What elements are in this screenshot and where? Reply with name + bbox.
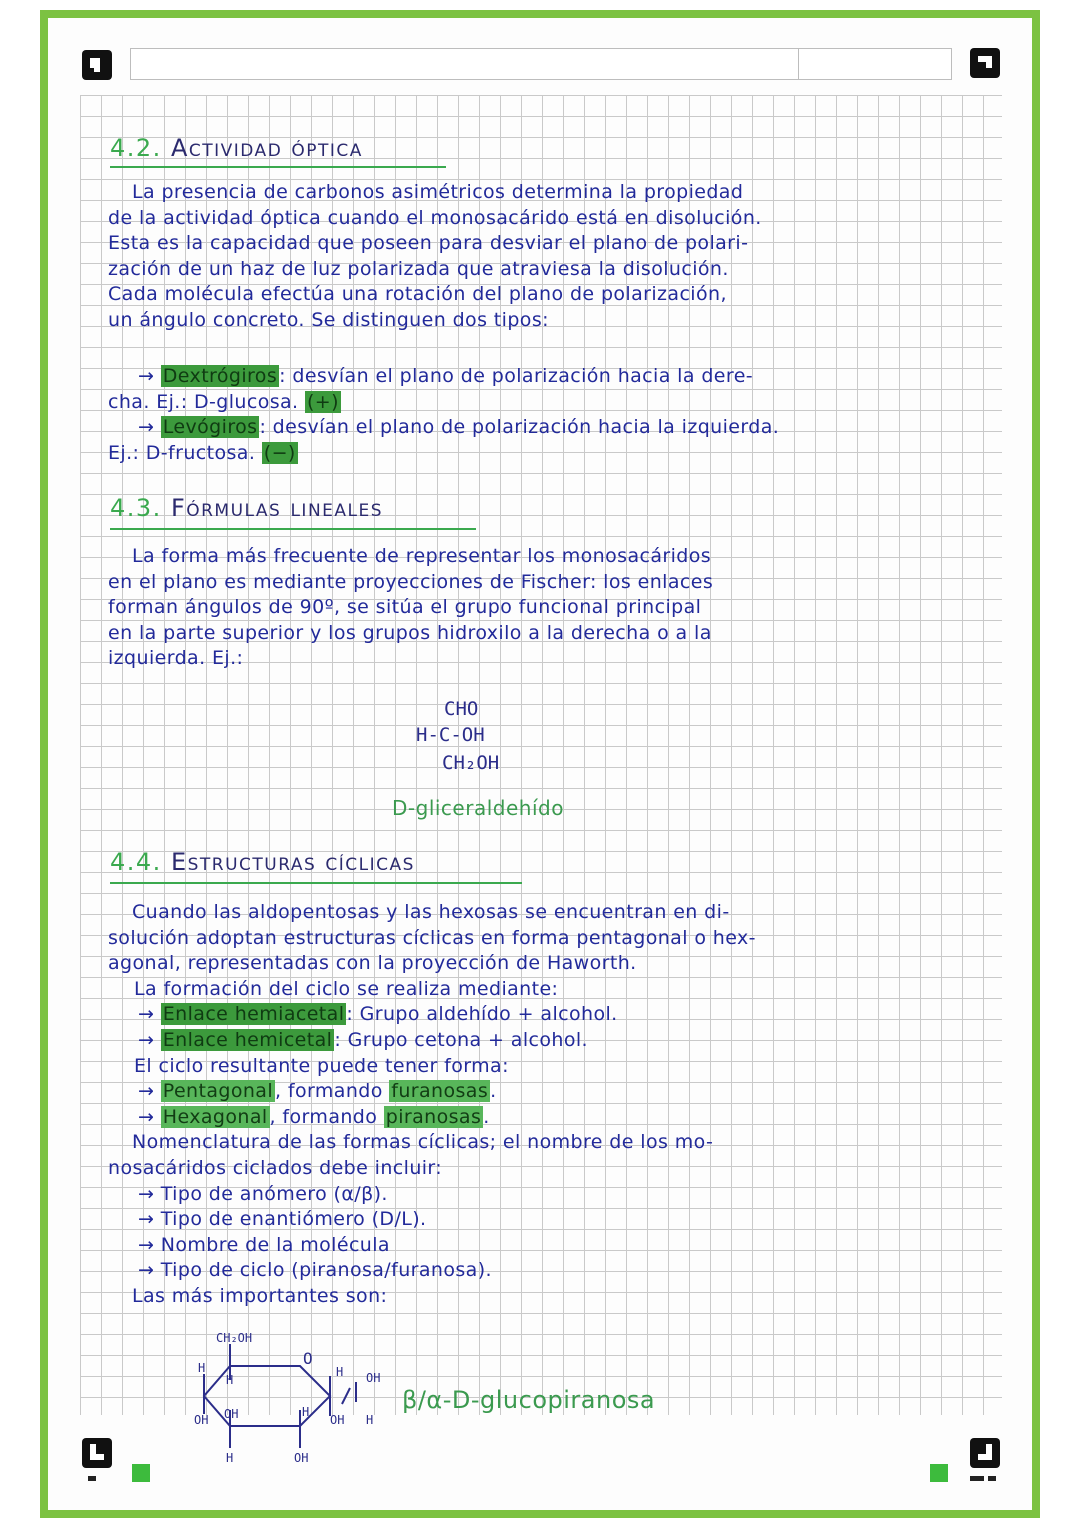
highlight-term: Dextrógiros [162,365,278,387]
list-item: → Pentagonal , formando furanosas . [138,1080,497,1103]
highlight-term: furanosas [391,1080,489,1103]
list-item [108,441,779,467]
linear-paragraph [108,544,713,672]
highlight-term: Enlace hemiacetal [162,1003,345,1026]
heading-underline [110,528,476,530]
oh-label: OH [330,1413,345,1427]
highlight-term: Pentagonal [162,1080,274,1103]
list-text: Tipo de anómero (α/β). [160,1182,388,1205]
list-text: Tipo de enantiómero (D/L). [160,1208,427,1231]
text-line: en el plano es mediante proyecciones de Fischer: los enlaces [108,570,714,593]
fischer-name: D-gliceraldehído [392,796,564,820]
oh-label: OH [294,1451,309,1465]
text-line: agonal, representadas con la proyección de Haworth. [108,952,637,975]
section-heading-linear [110,494,383,522]
sign-badge: (−) [263,441,296,464]
h-label: H [226,1451,234,1465]
cyclic-paragraph [108,900,756,1310]
text-line: La formación del ciclo se realiza mediante: [134,977,559,1000]
text-line: forman ángulos de 90º, se sitúa el grupo funcional principal [108,596,702,619]
corner-marker-icon [82,50,112,80]
list-text: : Grupo aldehído + alcohol. [346,1003,618,1026]
green-square [930,1464,948,1482]
list-item: → Dextrógiros : desvían el plano de polarización hacia la dere- [138,365,754,387]
section-number: 4.3. [110,494,162,522]
corner-marker-icon [82,1438,112,1468]
text-line: El ciclo resultante puede tener forma: [134,1054,509,1077]
text-line: nosacáridos ciclados debe incluir: [108,1156,443,1179]
list-text: Nombre de la molécula [160,1233,390,1256]
list-item: → Tipo de ciclo (piranosa/furanosa). [138,1259,492,1282]
list-text: : desvían el plano de polarización hacia la dere- [279,365,754,387]
list-item: → Enlace hemicetal : Grupo cetona + alcohol. [138,1028,588,1051]
header-box [130,48,952,80]
fischer-middle: H-C-OH [416,724,485,746]
list-text: Tipo de ciclo (piranosa/furanosa). [160,1259,492,1282]
list-text: , formando [269,1105,378,1128]
list-item: → Enlace hemiacetal : Grupo aldehído + alcohol. [138,1003,618,1026]
highlight-term: Enlace hemicetal [162,1028,333,1051]
fischer-top: CHO [444,698,479,720]
list-item: → Nombre de la molécula [138,1233,390,1256]
section-title: Estructuras cíclicas [170,848,415,876]
section-title: Actividad óptica [170,134,363,162]
h-label: H [302,1405,310,1419]
optical-types [108,364,779,466]
h-label: H [198,1361,206,1375]
text-line: La forma más frecuente de representar los monosacáridos [132,545,712,567]
list-text: : Grupo cetona + alcohol. [334,1028,588,1051]
optical-paragraph [108,180,762,334]
section-number: 4.4. [110,848,162,876]
highlight-term: Levógiros [162,416,258,439]
section-number: 4.2. [110,134,162,162]
list-text: , formando [275,1080,383,1103]
list-item: → Hexagonal , formando piranosas . [138,1105,490,1128]
corner-marker-icon [970,48,1000,78]
section-title: Fórmulas lineales [170,494,384,522]
oh-label: OH [366,1371,381,1385]
section-heading-optical [110,134,363,162]
corner-marker-icon [970,1438,1000,1468]
haworth-projection [190,1326,400,1466]
ring-oxygen-label: O [303,1349,313,1368]
ring-bond [204,1366,330,1426]
highlight-term: Hexagonal [162,1105,268,1128]
list-text: Ej.: D-fructosa. [108,441,256,464]
h-label: H [366,1413,374,1427]
list-item: → Tipo de enantiómero (D/L). [138,1208,427,1231]
text-line: Cada molécula efectúa una rotación del plano de polarización, [108,283,727,306]
heading-underline [110,166,446,168]
fischer-bottom: CH₂OH [442,752,500,774]
text-line: de la actividad óptica cuando el monosacárido está en disolución. [108,206,762,229]
text-line: Cuando las aldopentosas y las hexosas se encuentran en di- [132,901,730,923]
list-text: cha. Ej.: D-glucosa. [108,390,299,413]
oh-label: OH [194,1413,209,1427]
text-line: un ángulo concreto. Se distinguen dos tipos: [108,308,549,331]
list-text: : desvían el plano de polarización hacia la izquierda. [259,416,780,439]
text-line: La presencia de carbonos asimétricos determina la propiedad [132,181,744,203]
green-square [132,1464,150,1482]
text-line: Esta es la capacidad que poseen para desviar el plano de polari- [108,232,749,255]
text-line: Nomenclatura de las formas cíclicas; el nombre de los mo- [132,1131,714,1154]
highlight-term: piranosas [385,1105,482,1128]
sign-badge: (+) [306,390,339,413]
glucopyranose-name: β/α-D-glucopiranosa [402,1386,656,1414]
list-item: → Tipo de anómero (α/β). [138,1182,388,1205]
text-line: en la parte superior y los grupos hidroxilo a la derecha o a la [108,621,712,644]
h-label: H [226,1373,234,1387]
text-line: Las más importantes son: [132,1284,388,1307]
footer-marks [88,1476,96,1481]
h-label: H [336,1365,344,1379]
heading-underline [110,882,522,884]
footer-marks [970,1476,996,1481]
text-line: izquierda. Ej.: [108,647,244,670]
list-item: → Levógiros : desvían el plano de polarización hacia la izquierda. [138,416,780,439]
text-line: zación de un haz de luz polarizada que atraviesa la disolución. [108,257,729,280]
ch2oh-label: CH₂OH [216,1331,253,1345]
section-heading-cyclic [110,848,415,876]
oh-label: OH [224,1407,239,1421]
list-item [108,390,779,416]
text-line: solución adoptan estructuras cíclicas en forma pentagonal o hex- [108,926,756,949]
